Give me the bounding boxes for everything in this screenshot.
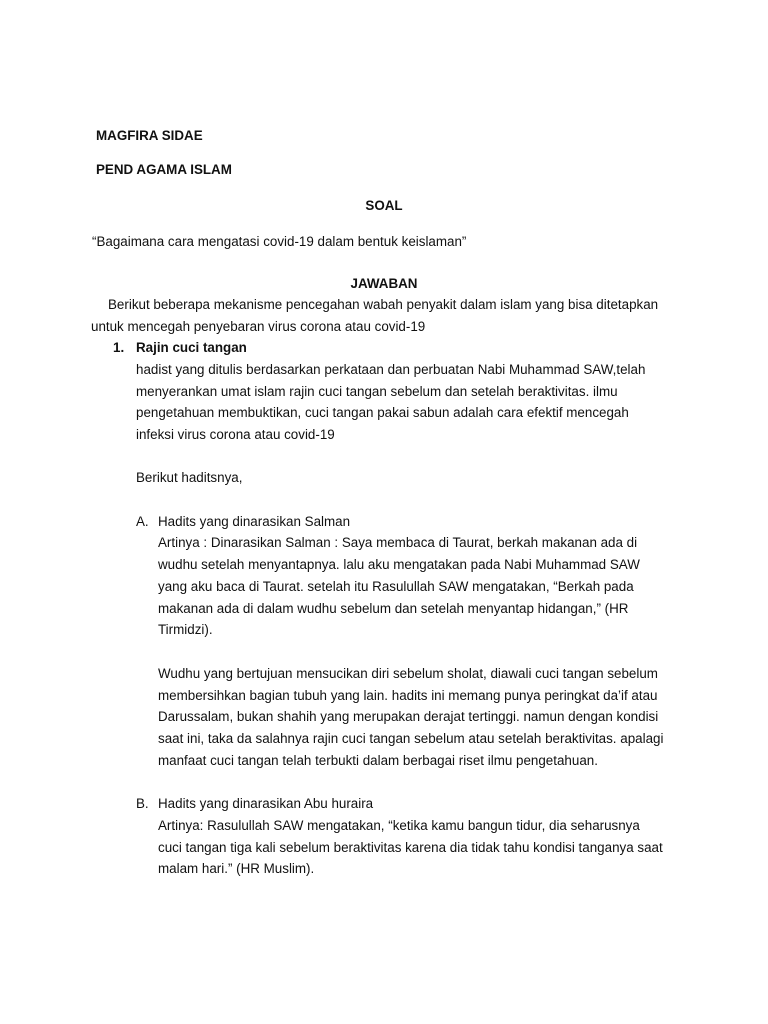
item-1-body-2: menyerankan umat islam rajin cuci tangan sebelum dan setelah beraktivitas. ilmu: [136, 384, 618, 399]
sub-b-body-2: cuci tangan tiga kali sebelum beraktivitas karena dia tidak tahu kondisi tanganya saat: [158, 840, 663, 855]
sub-a-explanation-1: Wudhu yang bertujuan mensucikan diri sebelum sholat, diawali cuci tangan sebelum: [158, 666, 658, 681]
intro-line-2: untuk mencegah penyebaran virus corona atau covid-19: [91, 319, 426, 334]
subject-line: PEND AGAMA ISLAM: [96, 162, 232, 177]
sub-a-explanation-2: membersihkan bagian tubuh yang lain. hadits ini memang punya peringkat da’if atau: [158, 688, 658, 703]
intro-line-1: Berikut beberapa mekanisme pencegahan wabah penyakit dalam islam yang bisa ditetapkan: [108, 297, 659, 312]
sub-a-explanation-4: saat ini, taka da salahnya rajin cuci tangan sebelum atau setelah beraktivitas. apalagi: [158, 731, 664, 746]
sub-b-body-1: Artinya: Rasulullah SAW mengatakan, “ketika kamu bangun tidur, dia seharusnya: [158, 818, 640, 833]
sub-a-body-1: Artinya : Dinarasikan Salman : Saya membaca di Taurat, berkah makanan ada di: [158, 535, 638, 550]
question-text: “Bagaimana cara mengatasi covid-19 dalam bentuk keislaman”: [92, 234, 467, 249]
sub-a-letter: A.: [136, 514, 149, 529]
sub-a-body-3: yang aku baca di Taurat. setelah itu Rasulullah SAW mengatakan, “Berkah pada: [158, 579, 634, 594]
jawaban-heading: JAWABAN: [350, 276, 418, 291]
author-name: MAGFIRA SIDAE: [96, 128, 203, 143]
item-1-body-1: hadist yang ditulis berdasarkan perkataan dan perbuatan Nabi Muhammad SAW,telah: [136, 362, 646, 377]
sub-b-letter: B.: [136, 796, 149, 811]
hadits-intro: Berikut haditsnya,: [136, 470, 243, 485]
item-1-body-4: infeksi virus corona atau covid-19: [136, 427, 335, 442]
sub-a-body-5: Tirmidzi).: [158, 622, 213, 637]
sub-b-heading: Hadits yang dinarasikan Abu huraira: [158, 796, 374, 811]
sub-a-heading: Hadits yang dinarasikan Salman: [158, 514, 351, 529]
sub-a-body-4: makanan ada di dalam wudhu sebelum dan setelah menyantap hidangan,” (HR: [158, 601, 629, 616]
sub-a-explanation-3: Darussalam, bukan shahih yang merupakan derajat tertinggi. namun dengan kondisi: [158, 709, 659, 724]
item-1-number: 1.: [113, 340, 125, 355]
sub-a-body-2: wudhu setelah menyantapnya. lalu aku mengatakan pada Nabi Muhammad SAW: [158, 557, 640, 572]
soal-heading: SOAL: [365, 198, 403, 213]
sub-a-explanation-5: manfaat cuci tangan telah terbukti dalam berbagai riset ilmu pengetahuan.: [158, 753, 598, 768]
item-1-heading: Rajin cuci tangan: [136, 340, 247, 355]
item-1-body-3: pengetahuan membuktikan, cuci tangan pakai sabun adalah cara efektif mencegah: [136, 405, 629, 420]
sub-b-body-3: malam hari.” (HR Muslim).: [158, 861, 315, 876]
